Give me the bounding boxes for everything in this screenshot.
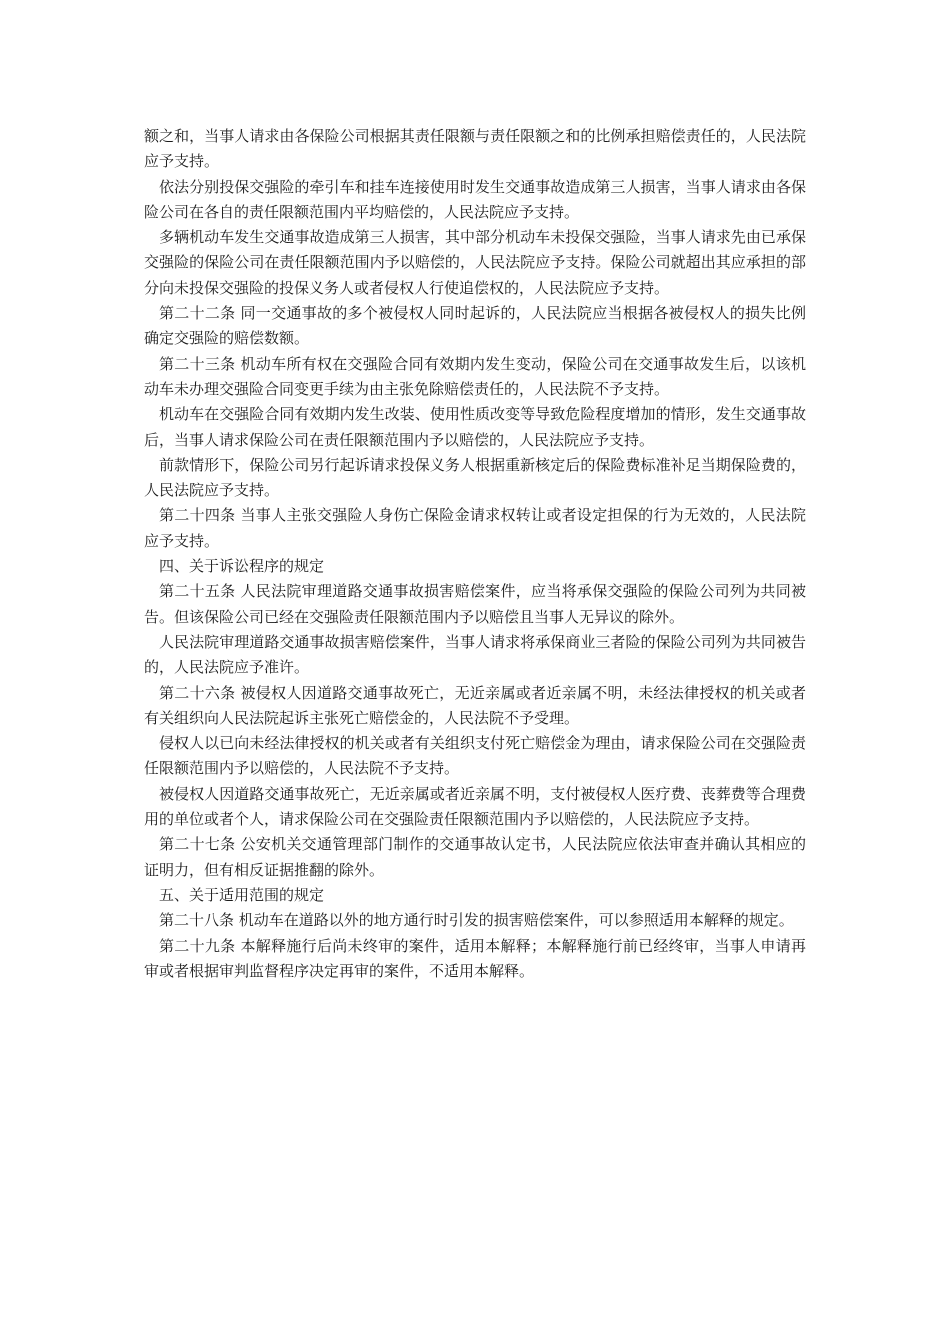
article-29: 第二十九条 本解释施行后尚未终审的案件，适用本解释；本解释施行前已经终审，当事人申请再审或者根据审判监督程序决定再审的案件，不适用本解释。 <box>144 936 806 980</box>
paragraph-14: 被侵权人因道路交通事故死亡，无近亲属或者近亲属不明，支付被侵权人医疗费、丧葬费等合理费用的单位或者个人，请求保险公司在交强险责任限额范围内予以赔偿的，人民法院应予支持。 <box>144 784 806 829</box>
paragraph-7: 前款情形下，保险公司另行起诉请求投保义务人根据重新核定后的保险费标准补足当期保险费的，人民法院应予支持。 <box>144 455 806 500</box>
article-24: 第二十四条 当事人主张交强险人身伤亡保险金请求权转让或者设定担保的行为无效的，人民法院应予支持。 <box>144 506 806 550</box>
article-25: 第二十五条 人民法院审理道路交通事故损害赔偿案件，应当将承保交强险的保险公司列为共同被告。但该保险公司已经在交强险责任限额范围内予以赔偿且当事人无异议的除外。 <box>144 582 806 626</box>
section-heading-5: 五、关于适用范围的规定 <box>159 885 325 904</box>
section-heading-4: 四、关于诉讼程序的规定 <box>159 557 325 576</box>
article-26: 第二十六条 被侵权人因道路交通事故死亡，无近亲属或者近亲属不明，未经法律授权的机关或者有关组织向人民法院起诉主张死亡赔偿金的，人民法院不予受理。 <box>144 683 806 727</box>
paragraph-11: 人民法院审理道路交通事故损害赔偿案件，当事人请求将承保商业三者险的保险公司列为共同被告的，人民法院应予准许。 <box>144 632 806 677</box>
paragraph-1: 额之和，当事人请求由各保险公司根据其责任限额与责任限额之和的比例承担赔偿责任的，人民法院应予支持。 <box>144 127 806 171</box>
paragraph-6: 机动车在交强险合同有效期内发生改装、使用性质改变等导致危险程度增加的情形，发生交通事故后，当事人请求保险公司在责任限额范围内予以赔偿的，人民法院应予支持。 <box>144 405 806 449</box>
paragraph-3: 多辆机动车发生交通事故造成第三人损害，其中部分机动车未投保交强险，当事人请求先由已承保交强险的保险公司在责任限额范围内予以赔偿的，人民法院应予支持。保险公司就超出其应承担的部分向未投保交强险的投保义务人或者侵权人行使追偿权的，人民法院应予支持。 <box>144 228 806 297</box>
paragraph-2: 依法分别投保交强险的牵引车和挂车连接使用时发生交通事故造成第三人损害，当事人请求由各保险公司在各自的责任限额范围内平均赔偿的，人民法院应予支持。 <box>144 177 806 221</box>
article-23: 第二十三条 机动车所有权在交强险合同有效期内发生变动，保险公司在交通事故发生后，以该机动车未办理交强险合同变更手续为由主张免除赔偿责任的，人民法院不予支持。 <box>144 354 806 398</box>
paragraph-13: 侵权人以已向未经法律授权的机关或者有关组织支付死亡赔偿金为理由，请求保险公司在交强险责任限额范围内予以赔偿的，人民法院不予支持。 <box>144 734 806 778</box>
article-22: 第二十二条 同一交通事故的多个被侵权人同时起诉的，人民法院应当根据各被侵权人的损失比例确定交强险的赔偿数额。 <box>144 304 806 348</box>
document-body <box>144 124 806 984</box>
article-28: 第二十八条 机动车在道路以外的地方通行时引发的损害赔偿案件，可以参照适用本解释的规定。 <box>159 911 794 930</box>
article-27: 第二十七条 公安机关交通管理部门制作的交通事故认定书，人民法院应依法审查并确认其相应的证明力，但有相反证据推翻的除外。 <box>144 835 806 879</box>
